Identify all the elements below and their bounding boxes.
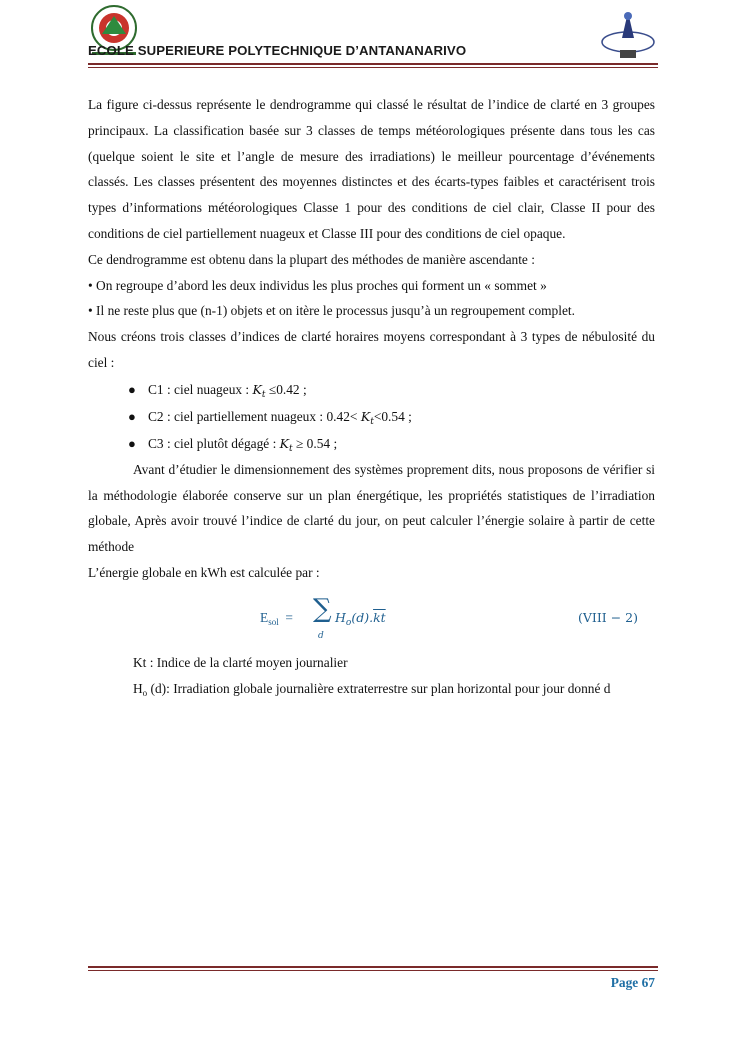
page-content <box>88 92 655 706</box>
sum-symbol: ∑ <box>313 593 332 624</box>
equation-number: (VIII − 2) <box>578 609 638 625</box>
class-list <box>88 376 655 457</box>
sum-index: d <box>318 630 324 641</box>
equation-lhs: $E_{sol}$ = <box>260 609 293 627</box>
footer-rule <box>88 966 658 968</box>
paragraph: L’énergie globale en kWh est calculée par : <box>88 564 320 580</box>
list-item: ● C2 : ciel partiellement nuageux : $0.42< K_t<0.54$ ; <box>88 403 655 430</box>
bullet-icon: ● <box>128 381 136 397</box>
footer-rule-thin <box>88 970 658 971</box>
school-name: ECOLE SUPERIEURE POLYTECHNIQUE D’ANTANANARIVO <box>88 43 467 58</box>
paragraph: La figure ci-dessus représente le dendrogramme qui classé le résultat de l’indice de clarté en 3 groupes principaux. La classification basée sur 3 classes de temps météorologiques présente dans tous les cas (quelque soient le site et l’angle de mesure des irradiations) le meilleur pourcentage d’événements classés. Les classes présentent des moyennes distinctes et des écarts-types faibles et caractérisent trois types d’informations météorologiques Classe 1 pour des conditions de ciel clair, Classe II pour des conditions de ciel partiellement nuageux et Classe III pour des conditions de ciel opaque. <box>88 97 655 241</box>
department-logo-icon <box>600 8 656 62</box>
page-number: Page 67 <box>610 975 655 990</box>
list-item: ● C1 : ciel nuageux : $K_t \le 0.42$ ; <box>88 376 655 403</box>
bullet-icon: ● <box>128 408 136 424</box>
list-item: ● C3 : ciel plutôt dégagé : $K_t \ge 0.54$ ; <box>88 430 655 457</box>
definition: $H_o$ (d): Irradiation globale journalière extraterrestre sur plan horizontal pour jour donné d <box>133 680 611 698</box>
header-rule <box>88 63 658 65</box>
header-rule-thin <box>88 67 658 68</box>
definition: Kt : Indice de la clarté moyen journalier <box>133 654 348 670</box>
bullet-item: • On regroupe d’abord les deux individus les plus proches qui forment un « sommet » <box>88 277 547 293</box>
bullet-item: • Il ne reste plus que (n-1) objets et on itère le processus jusqu’à un regroupement complet. <box>88 303 575 319</box>
bullet-icon: ● <box>128 435 136 451</box>
equation-rhs: $H_o(d).\overline{kt}$ <box>335 609 386 628</box>
equation <box>88 594 655 650</box>
paragraph: Ce dendrogramme est obtenu dans la plupart des méthodes de manière ascendante : <box>88 251 535 267</box>
paragraph: Nous créons trois classes d’indices de clarté horaires moyens correspondant à 3 types de nébulosité du ciel : <box>88 329 655 370</box>
paragraph: Avant d’étudier le dimensionnement des systèmes proprement dits, nous proposons de vérifier si la méthodologie élaborée conserve sur un plan énergétique, les propriétés statistiques de l’irradiation globale, Après avoir trouvé l’indice de clarté du jour, on peut calculer l’énergie solaire à partir de cette méthode <box>88 461 655 555</box>
page-header <box>88 0 658 70</box>
definitions <box>88 650 655 707</box>
